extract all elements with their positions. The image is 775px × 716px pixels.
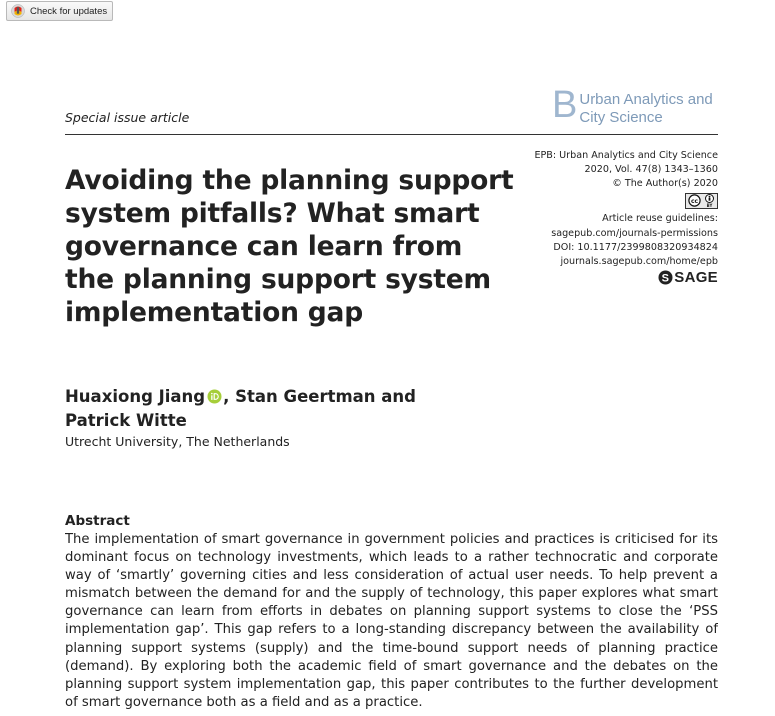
publication-meta xyxy=(534,149,718,285)
meta-copyright: © The Author(s) 2020 xyxy=(612,178,718,190)
abstract-text: The implementation of smart governance in government policies and practices is criticised for its dominant focus on technology investments, which leads to a rather technocratic and corporate way of ‘smartly’ governing cities and less consideration of actual user needs. To help prevent a mismatch between the demand for and the supply of technology, this paper explores what smart governance can learn from efforts in debates on planning support systems to close the ‘PSS implementation gap’. This gap refers to a long-standing discrepancy between the availability of planning support systems (supply) and the time-bound support needs of planning practice (demand). By exploring both the academic field of smart governance and the debates on the planning support system implementation gap, this paper contributes to the further development of smart governance both as a field and as a practice. xyxy=(65,532,718,710)
orcid-icon[interactable] xyxy=(207,388,222,410)
meta-journal-link[interactable]: journals.sagepub.com/home/epb xyxy=(560,255,718,267)
check-for-updates-label: Check for updates xyxy=(30,5,108,17)
journal-logo xyxy=(552,84,713,128)
author-1[interactable]: Huaxiong Jiang xyxy=(65,387,206,406)
svg-text:S: S xyxy=(661,272,670,285)
meta-reuse-link[interactable]: sagepub.com/journals-permissions xyxy=(551,227,718,239)
affiliation: Utrecht University, The Netherlands xyxy=(65,434,290,449)
by-person-icon xyxy=(704,194,715,203)
header-rule xyxy=(65,134,718,135)
cc-by-license-icon[interactable] xyxy=(685,193,718,209)
crossmark-icon xyxy=(11,4,25,18)
sage-logo-text: SAGE xyxy=(674,268,718,286)
author-rest-line2[interactable]: Patrick Witte xyxy=(65,411,187,430)
meta-reuse-label: Article reuse guidelines: xyxy=(602,213,718,225)
sage-logo xyxy=(534,270,718,285)
meta-journal: EPB: Urban Analytics and City Science xyxy=(534,150,718,161)
cc-icon xyxy=(688,194,701,207)
journal-logo-line1: Urban Analytics and xyxy=(579,91,713,108)
article-type: Special issue article xyxy=(65,110,190,125)
meta-doi[interactable]: DOI: 10.1177/2399808320934824 xyxy=(553,241,718,253)
meta-volume: 2020, Vol. 47(8) 1343–1360 xyxy=(584,164,718,176)
paper-title: Avoiding the planning support system pitfalls? What smart governance can learn from the planning support system implementation gap xyxy=(65,165,514,328)
svg-text:cc: cc xyxy=(690,198,699,206)
check-for-updates-button[interactable] xyxy=(6,1,113,21)
cc-by-text: BY xyxy=(706,202,713,208)
sage-s-icon xyxy=(658,270,673,285)
author-list xyxy=(65,386,485,432)
journal-logo-line2: City Science xyxy=(579,109,663,126)
journal-logo-letter: B xyxy=(552,84,578,126)
author-rest-line1: , Stan Geertman and xyxy=(223,387,416,406)
journal-logo-text xyxy=(579,91,712,127)
abstract-heading: Abstract xyxy=(65,513,130,529)
